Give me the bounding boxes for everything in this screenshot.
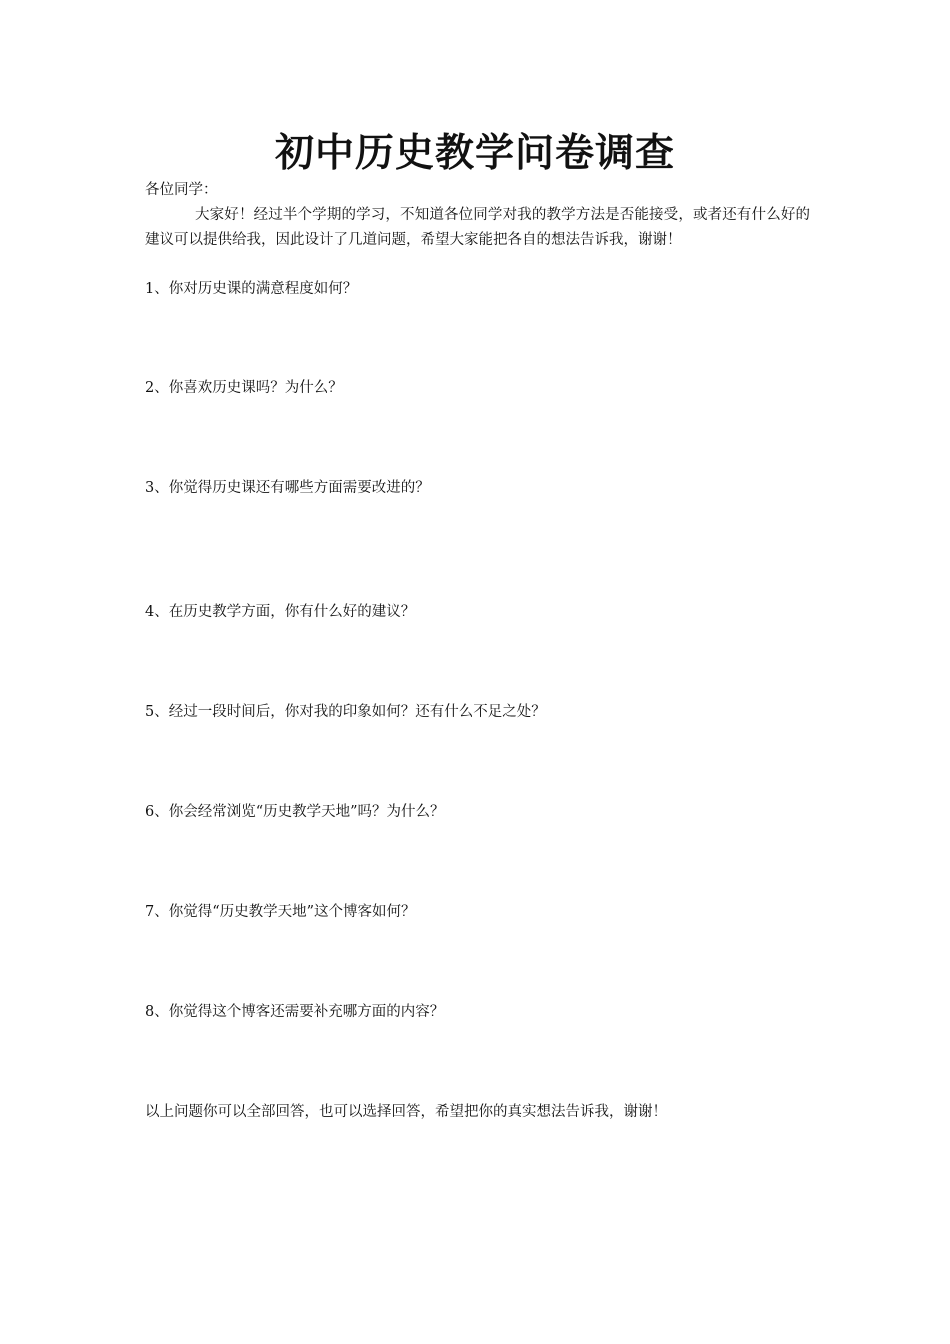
question-3: 3、你觉得历史课还有哪些方面需要改进的？ bbox=[145, 480, 430, 496]
question-2: 2、你喜欢历史课吗？为什么？ bbox=[145, 380, 343, 396]
question-7: 7、你觉得“历史教学天地”这个博客如何？ bbox=[145, 904, 416, 920]
question-5: 5、经过一段时间后，你对我的印象如何？还有什么不足之处？ bbox=[145, 704, 546, 720]
question-8: 8、你觉得这个博客还需要补充哪方面的内容？ bbox=[145, 1004, 445, 1020]
closing-note: 以上问题你可以全部回答，也可以选择回答，希望把你的真实想法告诉我，谢谢！ bbox=[145, 1104, 667, 1120]
question-4: 4、在历史教学方面，你有什么好的建议？ bbox=[145, 604, 416, 620]
intro-paragraph: 大家好！经过半个学期的学习，不知道各位同学对我的教学方法是否能接受，或者还有什么好的建议可以提供给我，因此设计了几道问题，希望大家能把各自的想法告诉我，谢谢！ bbox=[145, 207, 810, 248]
question-1: 1、你对历史课的满意程度如何？ bbox=[145, 281, 358, 297]
greeting: 各位同学： bbox=[145, 182, 218, 198]
question-6: 6、你会经常浏览“历史教学天地”吗？为什么？ bbox=[145, 804, 445, 820]
document-title: 初中历史教学问卷调查 bbox=[274, 131, 675, 176]
